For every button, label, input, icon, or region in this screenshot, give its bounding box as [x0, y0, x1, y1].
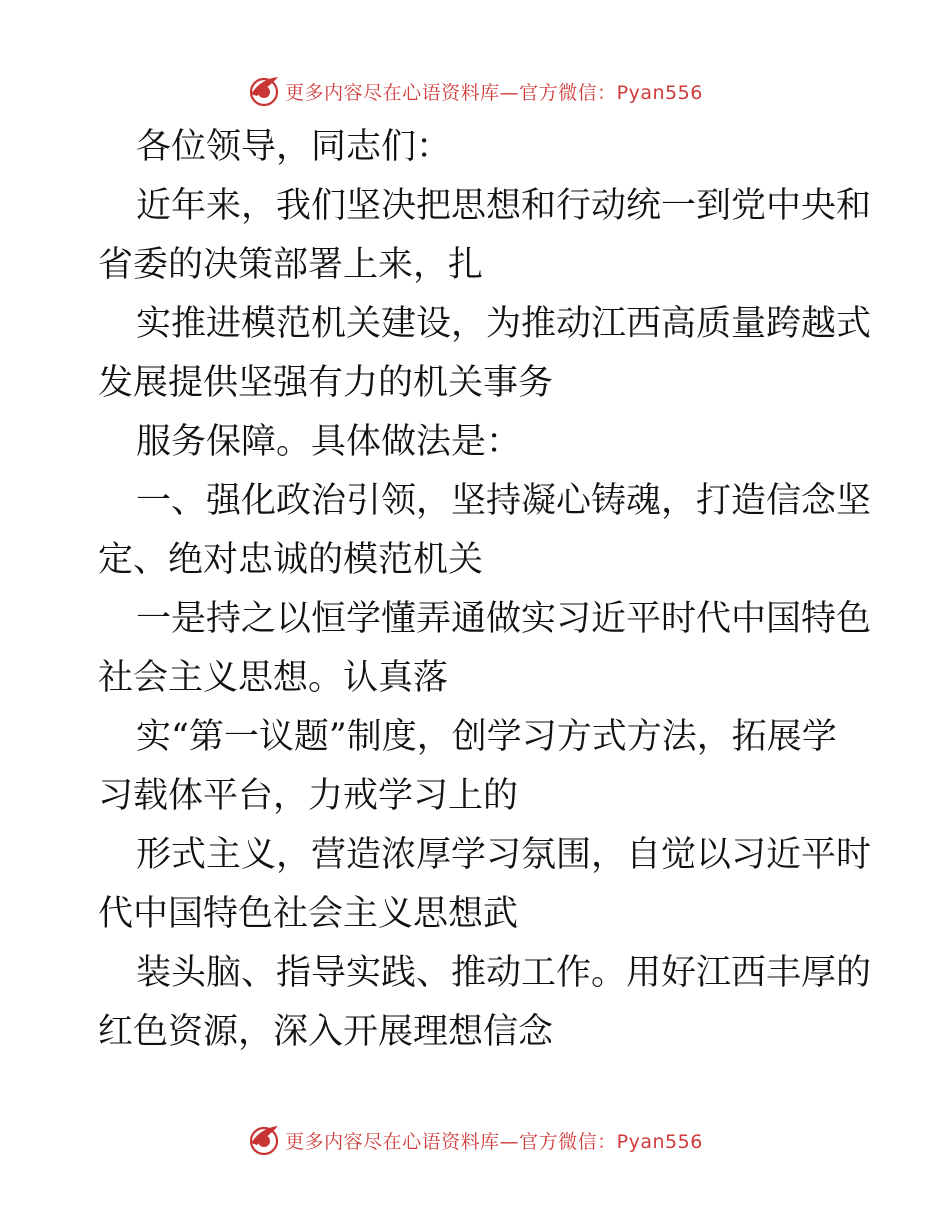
text-line: 定、绝对忠诚的模范机关 [98, 540, 484, 580]
watermark-text: 更多内容尽在心语资料库—官方微信：Pyan556 [285, 81, 703, 104]
header-watermark [0, 71, 950, 111]
text-line: 实“第一议题”制度，创学习方式方法，拓展学 [136, 717, 837, 757]
text-line: 一是持之以恒学懂弄通做实习近平时代中国特色 [136, 599, 872, 639]
text-line: 省委的决策部署上来，扎 [98, 245, 484, 285]
document-body [0, 118, 950, 1062]
text-line: 代中国特色社会主义思想武 [98, 894, 519, 934]
text-line: 近年来，我们坚决把思想和行动统一到党中央和 [136, 186, 872, 226]
text-line: 各位领导，同志们： [136, 127, 452, 167]
text-line: 社会主义思想。认真落 [98, 658, 449, 698]
text-line: 服务保障。具体做法是： [136, 422, 522, 462]
text-line: 红色资源，深入开展理想信念 [98, 1012, 554, 1052]
text-line: 形式主义，营造浓厚学习氛围，自觉以习近平时 [136, 835, 872, 875]
watermark-text: 更多内容尽在心语资料库—官方微信：Pyan556 [285, 1130, 703, 1153]
quill-logo-icon [247, 1123, 281, 1157]
text-line: 发展提供坚强有力的机关事务 [98, 363, 554, 403]
text-line: 装头脑、指导实践、推动工作。用好江西丰厚的 [136, 953, 872, 993]
text-line: 习载体平台，力戒学习上的 [98, 776, 519, 816]
footer-watermark [0, 1120, 950, 1160]
text-line: 实推进模范机关建设，为推动江西高质量跨越式 [136, 304, 872, 344]
quill-logo-icon [247, 74, 281, 108]
text-line: 一、强化政治引领，坚持凝心铸魂，打造信念坚 [136, 481, 872, 521]
